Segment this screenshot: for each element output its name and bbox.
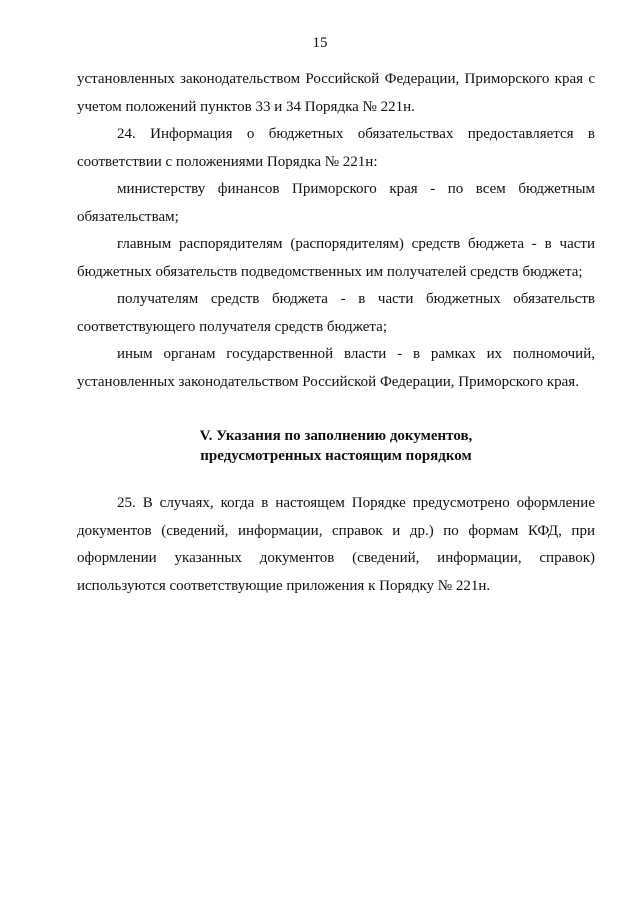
document-body bbox=[77, 66, 595, 600]
spacer bbox=[77, 466, 595, 490]
paragraph-recipients: получателям средств бюджета - в части бюджетных обязательств соответствующего получателя средств бюджета; bbox=[77, 291, 595, 335]
page-number: 15 bbox=[312, 35, 328, 51]
section-title-line-1: V. Указания по заполнению документов, bbox=[199, 428, 473, 444]
spacer bbox=[77, 396, 595, 426]
paragraph-24: 24. Информация о бюджетных обязательствах предоставляется в соответствии с положениями Порядка № 221н: bbox=[77, 126, 595, 170]
paragraph-other-authorities: иным органам государственной власти - в рамках их полномочий, установленных законодательством Российской Федерации, Приморского края. bbox=[77, 346, 595, 390]
paragraph-ministry: министерству финансов Приморского края - по всем бюджетным обязательствам; bbox=[77, 181, 595, 225]
paragraph-25: 25. В случаях, когда в настоящем Порядке предусмотрено оформление документов (сведений, информации, справок и др.) по формам КФД, при оформлении указанных документов (сведений, информации, справок) используются соответствующие приложения к Порядку № 221н. bbox=[77, 495, 595, 594]
paragraph-continuation: установленных законодательством Российской Федерации, Приморского края с учетом положений пунктов 33 и 34 Порядка № 221н. bbox=[77, 71, 595, 115]
section-title-line-2: предусмотренных настоящим порядком bbox=[200, 448, 472, 464]
paragraph-main-managers: главным распорядителям (распорядителям) средств бюджета - в части бюджетных обязательств подведомственных им получателей средств бюджета; bbox=[77, 236, 595, 280]
